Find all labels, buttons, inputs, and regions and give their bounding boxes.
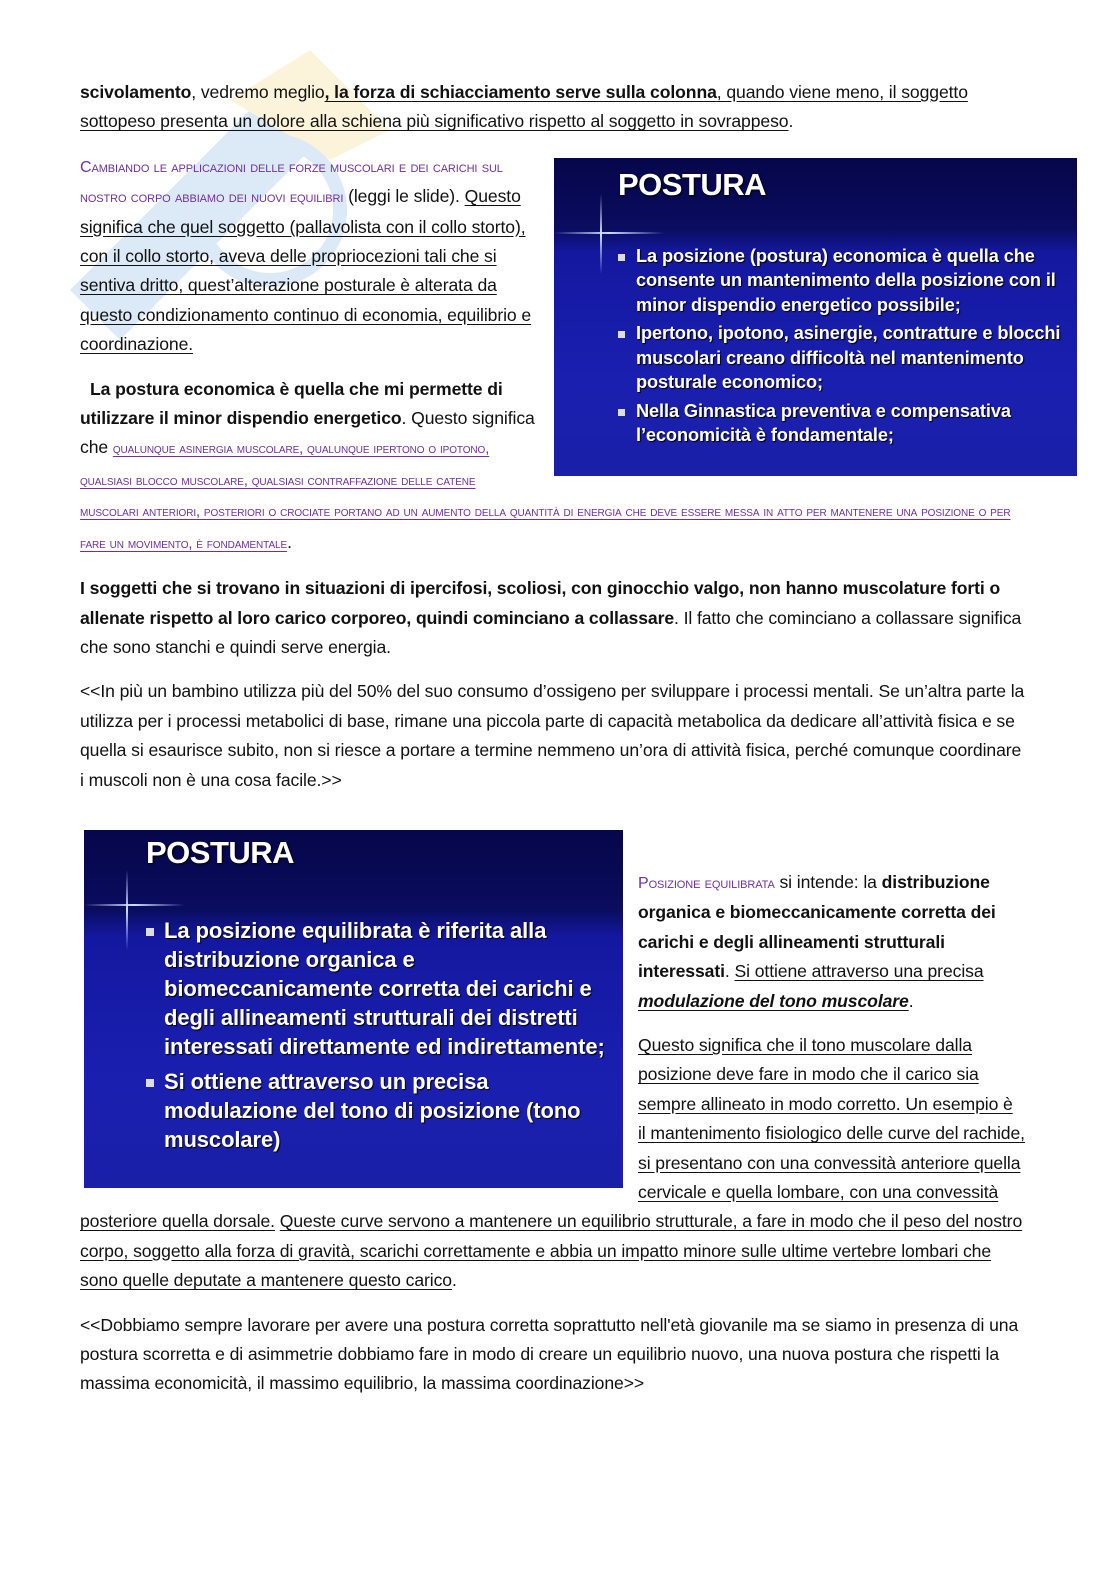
text-underlined: , quando viene meno, il soggetto sottopeso presenta un dolore alla schiena più significativo rispetto al soggetto in sovrappeso	[80, 82, 968, 132]
highlighted-text: qualunque asinergia muscolare, qualunque ipertono o ipotono, qualsiasi blocco muscolare, qualsiasi contraffazione delle catene muscolari anteriori, posteriori o crociate portano ad un aumento della quantità di energia che deve essere messa in atto per mantenere una posizione o per fare un movimento, è fondamentale	[80, 441, 1011, 552]
text: .	[908, 990, 914, 1011]
paragraph-postura-corretta-quote: <<Dobbiamo sempre lavorare per avere una postura corretta soprattutto nell'età giovanile ma se siamo in presenza di una postura scorretta e di asimmetrie dobbiamo fare in modo di creare un equilibrio nuovo, una nuova postura che rispetti la massima economicità, il massimo equilibrio, la massima coordinazione>>	[80, 1314, 1019, 1394]
text-bold: distribuzione organica e biomeccanicamente corretta dei carichi e degli allineamenti strutturali interessati	[638, 871, 996, 982]
text-bold-underlined: , la forza di schiacciamento serve sulla colonna	[324, 82, 717, 102]
text: , vedremo meglio	[191, 82, 325, 102]
bullet-text: Ipertono, ipotono, asinergie, contratture e blocchi muscolari creano difficoltà nel mantenimento posturale economico;	[636, 323, 1061, 393]
square-bullet-icon	[618, 331, 625, 338]
sparkle-decoration	[554, 232, 664, 234]
paragraph-schiacciamento	[80, 78, 1025, 137]
slide-bullet-list	[616, 244, 1066, 452]
text: .	[788, 111, 794, 132]
sparkle-decoration	[126, 870, 128, 950]
text-bold: La postura economica è quella che mi permette di utilizzare il minor dispendio energetico	[80, 378, 503, 429]
section-heading: Posizione equilibrata	[638, 874, 775, 892]
bullet-text: Nella Ginnastica preventiva e compensativa l’economicità è fondamentale;	[636, 400, 1011, 446]
slide-title: POSTURA	[146, 834, 295, 870]
square-bullet-icon	[618, 254, 625, 261]
text-bold-italic-underlined: modulazione del tono muscolare	[638, 990, 909, 1011]
text: .	[724, 961, 735, 982]
text: .	[287, 531, 292, 552]
sparkle-decoration	[84, 904, 184, 906]
text: (leggi le slide).	[343, 186, 465, 207]
bullet-text: La posizione equilibrata è riferita alla distribuzione organica e biomeccanicamente corretta dei carichi e degli allineamenti strutturali dei distretti interessati direttamente ed indirettamente;	[164, 917, 605, 1059]
slide-title: POSTURA	[618, 166, 767, 202]
slide-bullet-list	[144, 916, 614, 1160]
document-page	[80, 78, 1061, 1414]
slide-bullet	[616, 399, 1066, 448]
slide-bullet	[616, 244, 1066, 318]
slide-bullet	[144, 1067, 614, 1154]
bullet-text: La posizione (postura) economica è quella che consente un mantenimento della posizione con il minor dispendio energetico possibile;	[636, 245, 1056, 315]
text-underlined: Si ottiene attraverso una precisa	[734, 961, 984, 982]
section-heading: Cambiando le applicazioni delle forze muscolari e dei carichi sul nostro corpo abbiamo dei nuovi equilibri	[80, 158, 503, 207]
bullet-text: Si ottiene attraverso un precisa modulazione del tono di posizione (tono muscolare)	[164, 1068, 581, 1152]
text-underlined: Questo significa che il tono muscolare dalla posizione deve fare in modo che il carico sia sempre allineato in modo corretto. Un esempio è il mantenimento fisiologico delle curve del rachide, si presentano con una convessità anteriore quella cervicale e quella lombare, con una convessità posteriore quella dorsale.	[80, 1034, 1025, 1232]
slide-image-posizione-equilibrata	[84, 830, 623, 1188]
paragraph-soggetti	[80, 574, 1025, 662]
square-bullet-icon	[618, 409, 625, 416]
square-bullet-icon	[146, 1079, 154, 1087]
slide-bullet	[616, 321, 1066, 395]
slide-image-postura-economica	[554, 158, 1077, 476]
text-underlined: Queste curve servono a mantenere un equilibrio strutturale, a fare in modo che il peso del nostro corpo, soggetto alla forza di gravità, scarichi correttamente e abbia un impatto minore sulle ultime vertebre lombari che sono quelle deputate a mantenere questo carico	[80, 1211, 1023, 1291]
sparkle-decoration	[600, 194, 602, 274]
text-underlined: Questo significa che quel soggetto (pallavolista con il collo storto), con il collo storto, aveva delle propriocezioni tali che si sentiva dritto, quest’alterazione posturale è alterata da questo condizionamento continuo di economia, equilibrio e coordinazione.	[80, 186, 532, 355]
text: . Il fatto che cominciano a collassare significa che sono stanchi e quindi serve energia.	[80, 607, 1022, 657]
text: . Questo significa che	[80, 408, 535, 458]
square-bullet-icon	[146, 928, 154, 936]
slide-bullet	[144, 916, 614, 1061]
paragraph-bambino-quote: <<In più un bambino utilizza più del 50% del suo consumo d’ossigeno per sviluppare i processi mentali. Se un’altra parte la utilizza per i processi metabolici di base, rimane una piccola parte di capacità metabolica da dedicare all’attività fisica e se quella si esaurisce subito, non si riesce a portare a termine nemmeno un’ora di attività fisica, perché comunque coordinare i muscoli non è una cosa facile.>>	[80, 681, 1025, 790]
text: si intende: la	[774, 871, 882, 892]
text: .	[451, 1270, 457, 1291]
text-bold: scivolamento	[80, 82, 192, 102]
text-bold: I soggetti che si trovano in situazioni di ipercifosi, scoliosi, con ginocchio valgo, non hanno muscolature forti o allenate rispetto al loro carico corporeo, quindi cominciano a collassare	[80, 578, 1001, 628]
